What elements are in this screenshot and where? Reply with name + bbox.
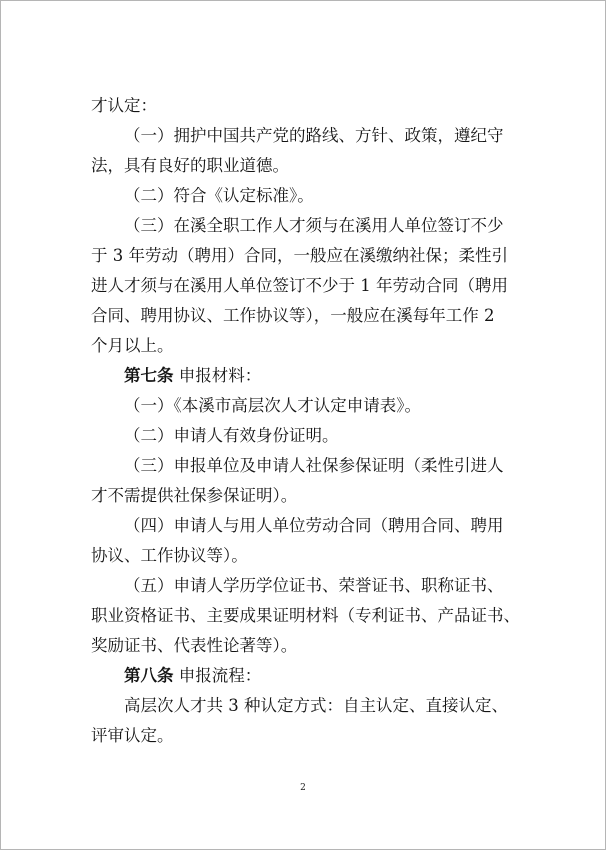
paragraph-line: 个月以上。 [91, 336, 174, 355]
article-7-title: 申报材料： [178, 366, 262, 385]
paragraph-line: （三）申报单位及申请人社保参保证明（柔性引进人 [124, 456, 504, 475]
document-body [91, 91, 521, 751]
article-8-line [91, 661, 521, 691]
paragraph-line: 评审认定。 [91, 726, 174, 745]
page-number: 2 [300, 783, 306, 793]
paragraph-line: （三）在溪全职工作人才须与在溪用人单位签订不少 [124, 216, 504, 235]
paragraph-line: （一）拥护中国共产党的路线、方针、政策，遵纪守 [124, 126, 504, 145]
paragraph-line: 才认定： [91, 96, 157, 115]
article-7-heading: 第七条 [124, 366, 174, 385]
paragraph-line: 才不需提供社保参保证明）。 [91, 486, 298, 505]
paragraph-line: （四）申请人与用人单位劳动合同（聘用合同、聘用 [124, 516, 504, 535]
paragraph-line: （二）申请人有效身份证明。 [124, 426, 339, 445]
paragraph-line: 法，具有良好的职业道德。 [91, 156, 289, 175]
article-7-line [91, 361, 521, 391]
paragraph-line: 合同、聘用协议、工作协议等），一般应在溪每年工作 2 [91, 306, 495, 325]
paragraph-line: 奖励证书、代表性论著等）。 [91, 636, 298, 655]
article-8-heading: 第八条 [124, 666, 174, 685]
paragraph-line: 于 3 年劳动（聘用）合同，一般应在溪缴纳社保；柔性引 [91, 246, 508, 265]
paragraph-line: （一）《本溪市高层次人才认定申请表》。 [124, 396, 421, 415]
paragraph-line: （二）符合《认定标准》。 [124, 186, 314, 205]
paragraph-line: 职业资格证书、主要成果证明材料（专利证书、产品证书、 [91, 606, 520, 625]
paragraph-line: 协议、工作协议等）。 [91, 546, 248, 565]
paragraph-line: 进人才须与在溪用人单位签订不少于 1 年劳动合同（聘用 [91, 276, 508, 295]
paragraph-line: （五）申请人学历学位证书、荣誉证书、职称证书、 [124, 576, 504, 595]
article-8-title: 申报流程： [178, 666, 262, 685]
paragraph-line: 高层次人才共 3 种认定方式：自主认定、直接认定、 [124, 696, 508, 715]
